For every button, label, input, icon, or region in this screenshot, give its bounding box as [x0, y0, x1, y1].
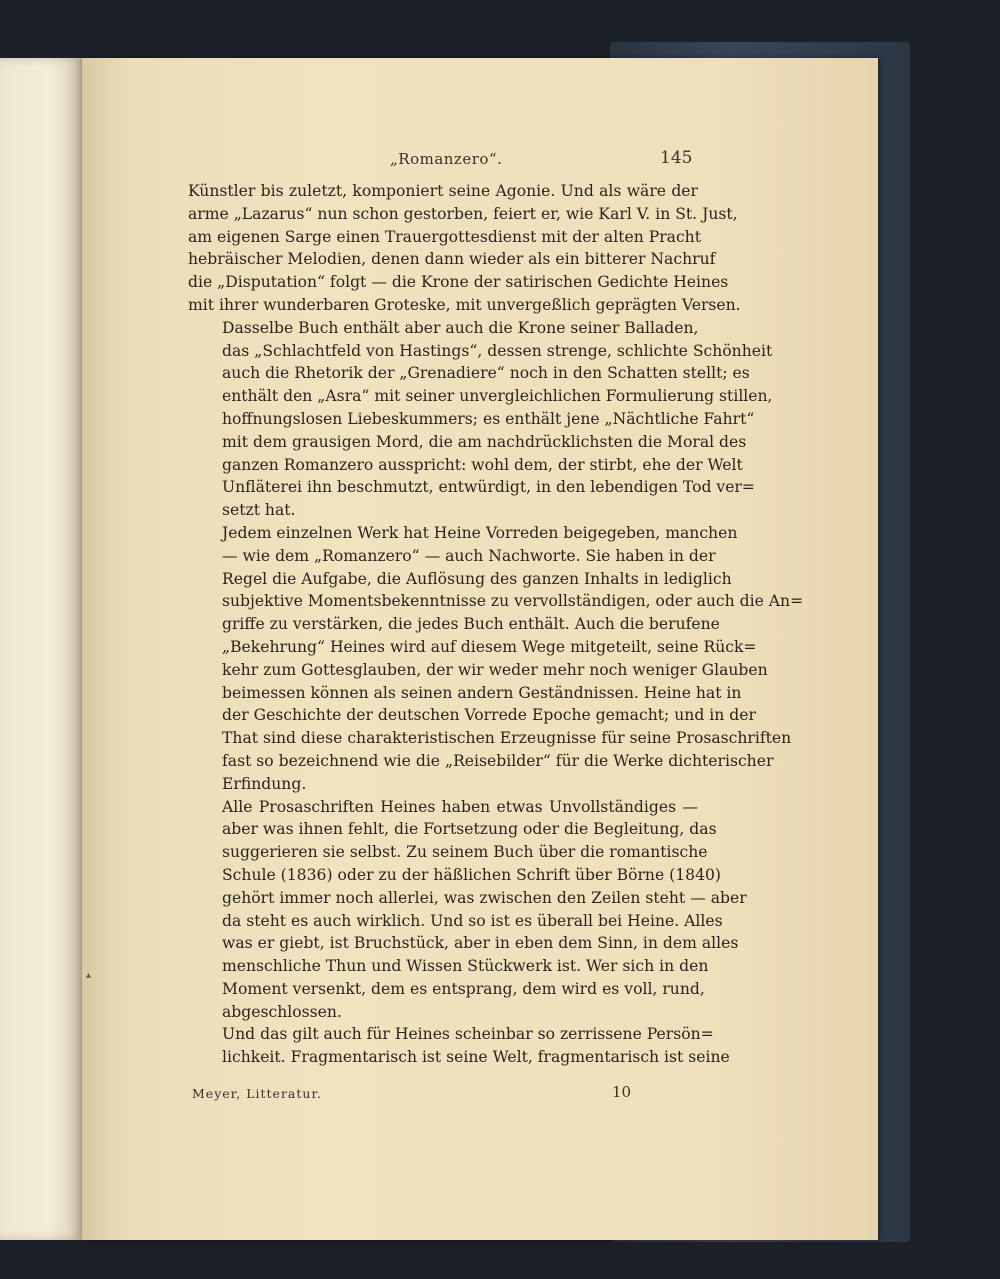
text-line: menschliche Thun und Wissen Stückwerk ist. Wer sich in den	[222, 957, 709, 976]
text-line: setzt hat.	[222, 501, 296, 520]
text-line: enthält den „Asra“ mit seiner unvergleichlichen Formulierung stillen,	[222, 387, 773, 406]
text-line: mit dem grausigen Mord, die am nachdrücklichsten die Moral des	[222, 432, 747, 451]
paragraph	[188, 796, 747, 1024]
text-line: Unfläterei ihn beschmutzt, entwürdigt, in den lebendigen Tod ver=	[222, 478, 755, 497]
text-line: Regel die Aufgabe, die Auflösung des ganzen Inhalts in lediglich	[222, 569, 732, 588]
margin-mark: ▴	[86, 970, 92, 981]
text-line: Schule (1836) oder zu der häßlichen Schrift über Börne (1840)	[222, 865, 722, 884]
text-line: Jedem einzelnen Werk hat Heine Vorreden beigegeben, manchen	[222, 523, 738, 542]
text-line: was er giebt, ist Bruchstück, aber in eben dem Sinn, in dem alles	[222, 934, 739, 953]
text-line: am eigenen Sarge einen Trauergottesdienst mit der alten Pracht	[188, 227, 701, 246]
page-number: 145	[660, 148, 693, 168]
signature-mark: Meyer, Litteratur.	[192, 1086, 323, 1101]
text-line: das „Schlachtfeld von Hastings“, dessen strenge, schlichte Schönheit	[222, 341, 773, 360]
text-line: That sind diese charakteristischen Erzeugnisse für seine Prosaschriften	[222, 729, 792, 748]
text-line: Erfindung.	[222, 774, 307, 793]
text-line: hebräischer Melodien, denen dann wieder als ein bitterer Nachruf	[188, 250, 716, 269]
body-text	[188, 180, 804, 1069]
text-line: mit ihrer wunderbaren Groteske, mit unvergeßlich geprägten Versen.	[188, 295, 741, 314]
left-page-edge	[0, 58, 82, 1240]
text-line: kehr zum Gottesglauben, der wir weder mehr noch weniger Glauben	[222, 660, 768, 679]
text-line: suggerieren sie selbst. Zu seinem Buch über die romantische	[222, 843, 708, 862]
text-line: — wie dem „Romanzero“ — auch Nachworte. Sie haben in der	[222, 546, 716, 565]
paragraph	[188, 1023, 730, 1069]
text-line: hoffnungslosen Liebeskummers; es enthält jene „Nächtliche Fahrt“	[222, 409, 755, 428]
text-line: Und das gilt auch für Heines scheinbar so zerrissene Persön=	[222, 1025, 714, 1044]
text-line: fast so bezeichnend wie die „Reisebilder“ für die Werke dichterischer	[222, 751, 774, 770]
text-line: „Bekehrung“ Heines wird auf diesem Wege mitgeteilt, seine Rück=	[222, 637, 757, 656]
text-line: arme „Lazarus“ nun schon gestorben, feiert er, wie Karl V. in St. Just,	[188, 204, 738, 223]
text-line: abgeschlossen.	[222, 1002, 342, 1021]
running-head: „Romanzero“.	[390, 150, 503, 168]
text-line: Künstler bis zuletzt, komponiert seine Agonie. Und als wäre der	[188, 182, 698, 200]
text-line: lichkeit. Fragmentarisch ist seine Welt, fragmentarisch ist seine	[222, 1048, 730, 1067]
text-line: die „Disputation“ folgt — die Krone der satirischen Gedichte Heines	[188, 273, 729, 292]
text-line: aber was ihnen fehlt, die Fortsetzung oder die Begleitung, das	[222, 820, 717, 839]
text-line: Moment versenkt, dem es entsprang, dem wird es voll, rund,	[222, 979, 705, 998]
text-line: Alle Prosaschriften Heines haben etwas Unvollständiges —	[222, 797, 698, 816]
text-line: Dasselbe Buch enthält aber auch die Krone seiner Balladen,	[222, 318, 699, 337]
sheet-number: 10	[612, 1083, 632, 1101]
text-line: beimessen können als seinen andern Geständnissen. Heine hat in	[222, 683, 742, 702]
text-line: subjektive Momentsbekenntnisse zu vervollständigen, oder auch die An=	[222, 592, 804, 611]
text-line: ganzen Romanzero ausspricht: wohl dem, der stirbt, ehe der Welt	[222, 455, 743, 474]
text-line: auch die Rhetorik der „Grenadiere“ noch in den Schatten stellt; es	[222, 364, 750, 383]
paragraph	[188, 180, 741, 317]
paragraph	[188, 317, 773, 522]
text-line: griffe zu verstärken, die jedes Buch enthält. Auch die berufene	[222, 615, 720, 634]
paragraph	[188, 522, 804, 796]
text-line: da steht es auch wirklich. Und so ist es überall bei Heine. Alles	[222, 911, 723, 930]
text-line: der Geschichte der deutschen Vorrede Epoche gemacht; und in der	[222, 706, 756, 725]
text-line: gehört immer noch allerlei, was zwischen den Zeilen steht — aber	[222, 888, 747, 907]
